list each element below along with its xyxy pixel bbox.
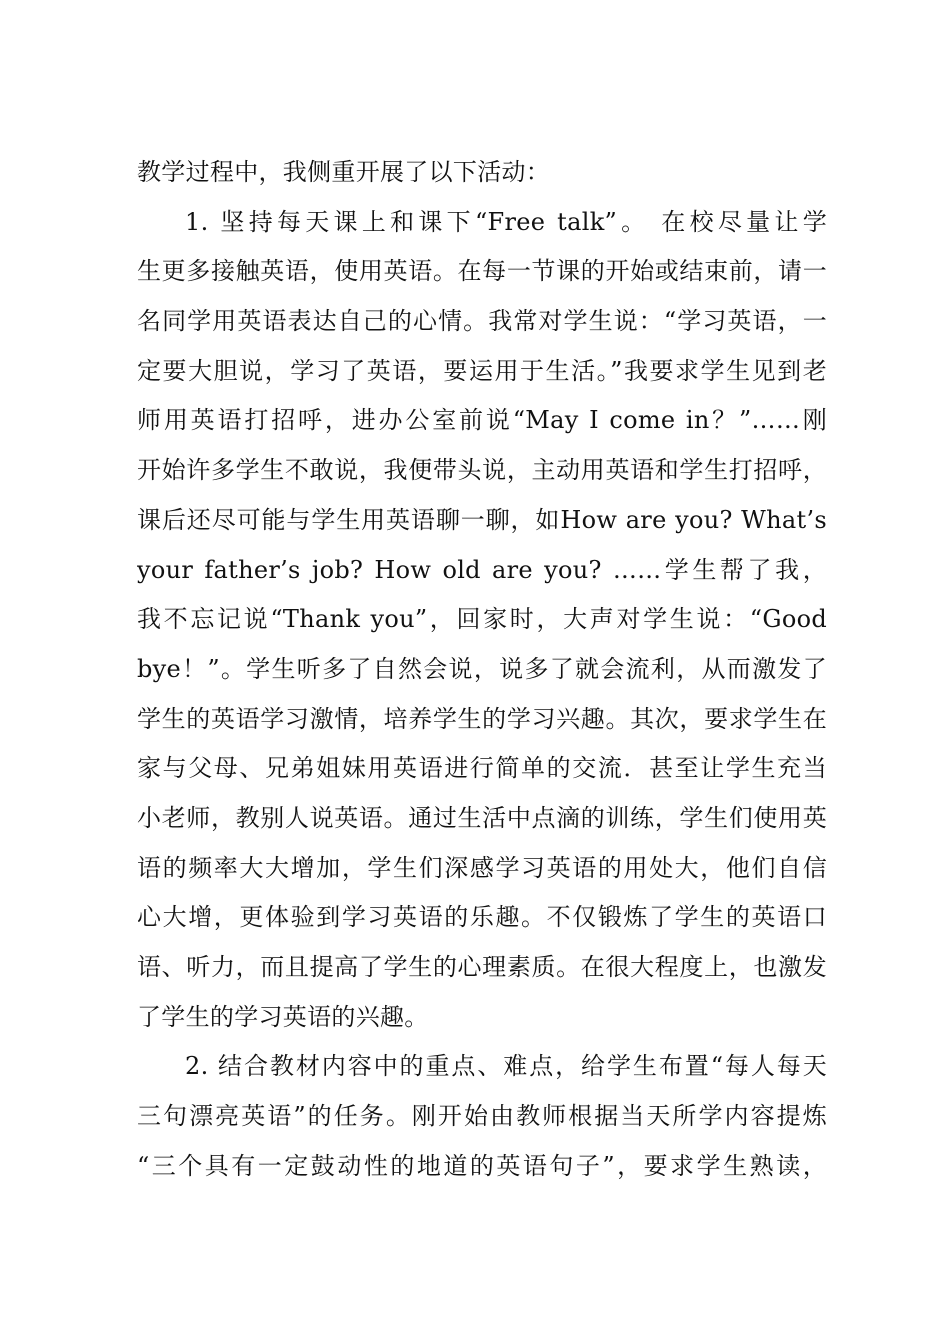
paragraph-1-start: 1. 坚持每天课上和课下“Free talk”。 在校尽量让学 (185, 207, 827, 236)
text-line: 我不忘记说“Thank you”，回家时，大声对学生说：“Good (137, 605, 827, 634)
text-line: 三句漂亮英语”的任务。刚开始由教师根据当天所学内容提炼 (137, 1102, 827, 1131)
text-line: 教学过程中，我侧重开展了以下活动： (137, 158, 551, 186)
text-line: 课后还尽可能与学生用英语聊一聊，如How are you? What’s (137, 505, 827, 534)
text-line: 小老师，教别人说英语。通过生活中点滴的训练，学生们使用英 (137, 803, 827, 832)
text-line: 语的频率大大增加，学生们深感学习英语的用处大，他们自信 (137, 853, 827, 882)
text-line: 学生的英语学习激情，培养学生的学习兴趣。其次，要求学生在 (137, 704, 827, 733)
text-line: 语、听力，而且提高了学生的心理素质。在很大程度上，也激发 (137, 953, 827, 981)
text-line: bye！”。学生听多了自然会说，说多了就会流利，从而激发了 (137, 654, 827, 683)
text-line: 心大增，更体验到学习英语的乐趣。不仅锻炼了学生的英语口 (137, 903, 827, 932)
text-line: 开始许多学生不敢说，我便带头说，主动用英语和学生打招呼， (137, 456, 827, 485)
text-line: 了学生的学习英语的兴趣。 (137, 1002, 429, 1031)
text-line: 家与父母、兄弟姐妹用英语进行简单的交流．甚至让学生充当 (137, 754, 827, 783)
paragraph-2-start: 2. 结合教材内容中的重点、难点，给学生布置“每人每天 (185, 1052, 827, 1081)
text-line: 定要大胆说，学习了英语，要运用于生活。”我要求学生见到老 (137, 356, 827, 385)
text-line: 生更多接触英语，使用英语。在每一节课的开始或结束前，请一 (137, 257, 827, 286)
text-line: 名同学用英语表达自己的心情。我常对学生说：“学习英语，一 (137, 307, 827, 336)
text-line: your father’s job? How old are you? ……学生帮了我， (137, 555, 827, 584)
text-line: 师用英语打招呼，进办公室前说“May I come in？”……刚 (137, 406, 827, 435)
text-line: “三个具有一定鼓动性的地道的英语句子”，要求学生熟读， (137, 1151, 827, 1180)
document-body (137, 148, 827, 1191)
